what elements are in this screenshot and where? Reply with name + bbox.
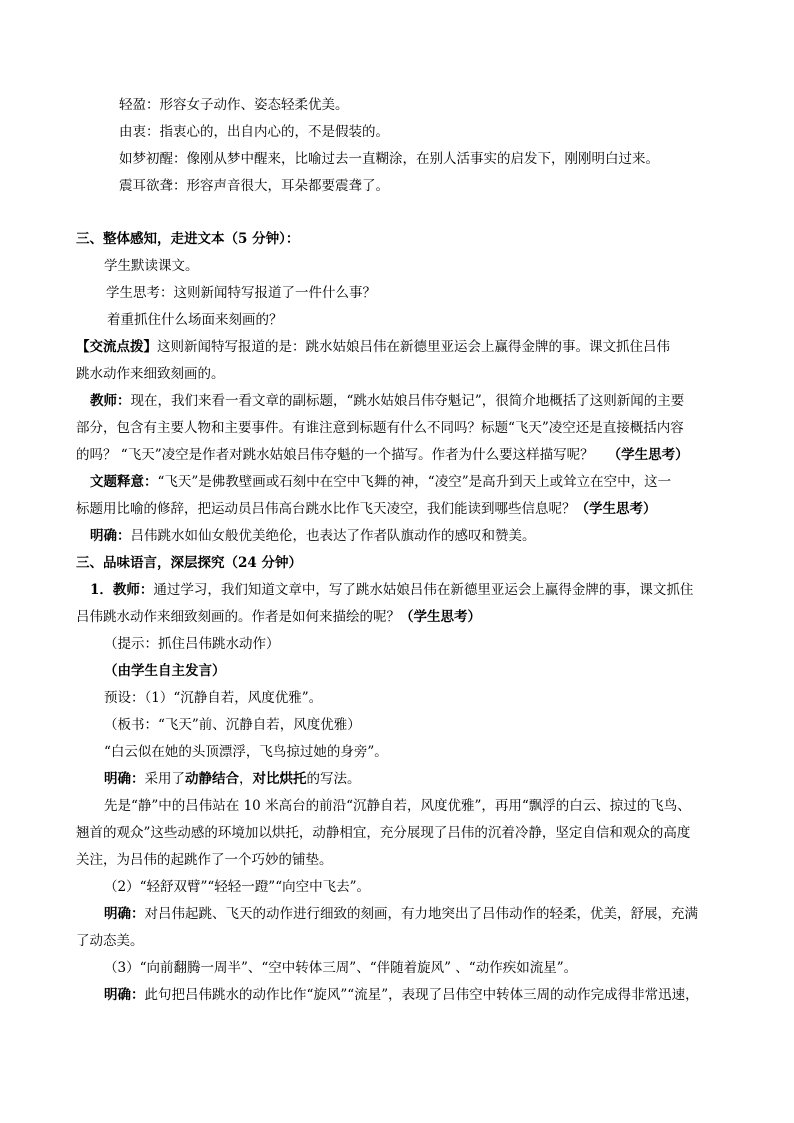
vocab-qingying: 轻盈：形容女子动作、姿态轻柔优美。	[119, 97, 349, 113]
para-quote-clouds: “白云似在她的头顶漂浮，飞鸟掠过她的身旁”。	[104, 744, 388, 760]
para-exchange-l1	[76, 339, 670, 355]
vocab-rumeng: 如梦初醒：像刚从梦中醒来，比喻过去一直糊涂，在别人活事实的启发下，刚刚明白过来。	[119, 151, 659, 167]
q1-note: （学生思考）	[400, 609, 481, 625]
para-silent-reading: 学生默读课文。	[104, 258, 199, 274]
para-title-meaning-l1	[90, 474, 671, 490]
clear4-text-1: 此句把吕伟跳水的动作比作“旋风”“流星”，表现了吕伟空中转体三周的动作完成得非常迅速，	[144, 987, 699, 1003]
para-exchange-l2: 跳水动作来细致刻画的。	[76, 366, 225, 382]
para-teacher-l1	[90, 393, 684, 409]
para-student-thinking: 学生思考：这则新闻特写报道了一件什么事？	[106, 285, 376, 301]
exchange-text-1: 这则新闻特写报道的是：跳水姑娘吕伟在新德里亚运会上赢得金牌的事。课文抓住吕伟	[157, 339, 670, 355]
para-analysis-l3: 关注，为吕伟的起跳作了一个巧妙的铺垫。	[76, 852, 333, 868]
para-clear-2	[104, 771, 361, 787]
clear-label-3: 明确：	[104, 906, 145, 922]
para-clear-3-l2: 了动态美。	[76, 933, 144, 949]
title-meaning-text-2: 标题用比喻的修辞，把运动员吕伟高台跳水比作飞天凌空，我们能读到哪些信息呢？	[76, 501, 576, 517]
para-analysis-l1: 先是“静”中的吕伟站在 10 米高台的前沿“沉静自若，风度优雅”，再用“飘浮的白云、掠过的飞鸟、	[104, 798, 691, 814]
para-clear-3-l1	[104, 906, 698, 922]
title-meaning-label: 文题释意：	[90, 474, 158, 490]
teacher-note: （学生思考）	[607, 447, 689, 463]
q1-text-1: 通过学习，我们知道文章中，写了跳水姑娘吕伟在新德里亚运会上赢得金牌的事，课文抓住	[153, 582, 694, 598]
clear2-e: 的写法。	[306, 771, 361, 787]
para-clear-4-l1	[104, 987, 699, 1003]
para-board-note: （板书：“飞天”前、沉静自若，风度优雅）	[104, 717, 361, 733]
para-preset-1: 预设：（1）“沉静自若，风度优雅”。	[104, 690, 323, 706]
para-focus-scene: 着重抓住什么场面来刻画的？	[107, 312, 283, 328]
clear-label-2: 明确：	[104, 771, 145, 787]
title-meaning-note: （学生思考）	[575, 501, 657, 517]
q1-text-2: 吕伟跳水动作来细致刻画的。作者是如何来描绘的呢？	[76, 609, 400, 625]
title-meaning-text-1: “飞天”是佛教壁画或石刻中在空中飞舞的神，“凌空”是高升到天上或耸立在空中，这一	[157, 474, 672, 490]
para-item-3: （3）“向前翻腾一周半”、“空中转体三周”、“伴随着旋风” 、“动作疾如流星”。	[104, 960, 578, 976]
vocab-youzhong: 由衷：指衷心的，出自内心的，不是假装的。	[119, 124, 389, 140]
clear2-c: ，	[239, 771, 253, 787]
clear-text-1: 吕伟跳水如仙女般优美绝伦，也表达了作者队旗动作的感叹和赞美。	[130, 528, 536, 544]
teacher-text-3: 的吗？ “飞天”凌空是作者对跳水姑娘吕伟夺魁的一个描写。作者为什么要这样描写呢？	[76, 447, 594, 463]
vocab-zhener: 震耳欲聋：形容声音很大，耳朵都要震聋了。	[119, 178, 389, 194]
para-teacher-l2: 部分，包含有主要人物和主要事件。有谁注意到标题有什么不同吗？标题“飞天”凌空还是直接概括内容	[76, 420, 684, 436]
para-analysis-l2: 翘首的观众”这些动感的环境加以烘托，动静相宜，充分展现了吕伟的沉着冷静，坚定自信和观众的高度	[76, 825, 691, 841]
clear2-d: 对比烘托	[252, 771, 307, 787]
teacher-text-1: 现在，我们来看一看文章的副标题，“跳水姑娘吕伟夺魁记”，很简介地概括了这则新闻的主要	[130, 393, 685, 409]
section-heading-language: 三、品味语言，深层探究（24 分钟）	[76, 555, 302, 571]
clear-label-4: 明确：	[104, 987, 145, 1003]
para-item-2: （2）“轻舒双臂”“轻轻一蹬”“向空中飞去”。	[104, 879, 370, 895]
para-title-meaning-l2	[76, 501, 657, 517]
clear3-text-1: 对吕伟起跳、飞天的动作进行细致的刻画，有力地突出了吕伟动作的轻柔，优美，舒展，充满	[144, 906, 698, 922]
para-teacher-l3	[76, 447, 689, 463]
clear2-a: 采用了	[144, 771, 185, 787]
section-heading-overview: 三、整体感知，走进文本（5 分钟）：	[76, 231, 300, 247]
clear-label-1: 明确：	[90, 528, 131, 544]
clear2-b: 动静结合	[185, 771, 239, 787]
teacher-label: 教师：	[90, 393, 131, 409]
para-q1-l2	[76, 609, 481, 625]
q1-label: 1．教师：	[90, 582, 154, 598]
para-q1-l1	[90, 582, 693, 598]
exchange-label: 【交流点拨】	[76, 339, 157, 355]
para-clear-1	[90, 528, 536, 544]
para-self-speak: （由学生自主发言）	[104, 663, 226, 679]
para-hint: （提示：抓住吕伟跳水动作）	[104, 636, 280, 652]
